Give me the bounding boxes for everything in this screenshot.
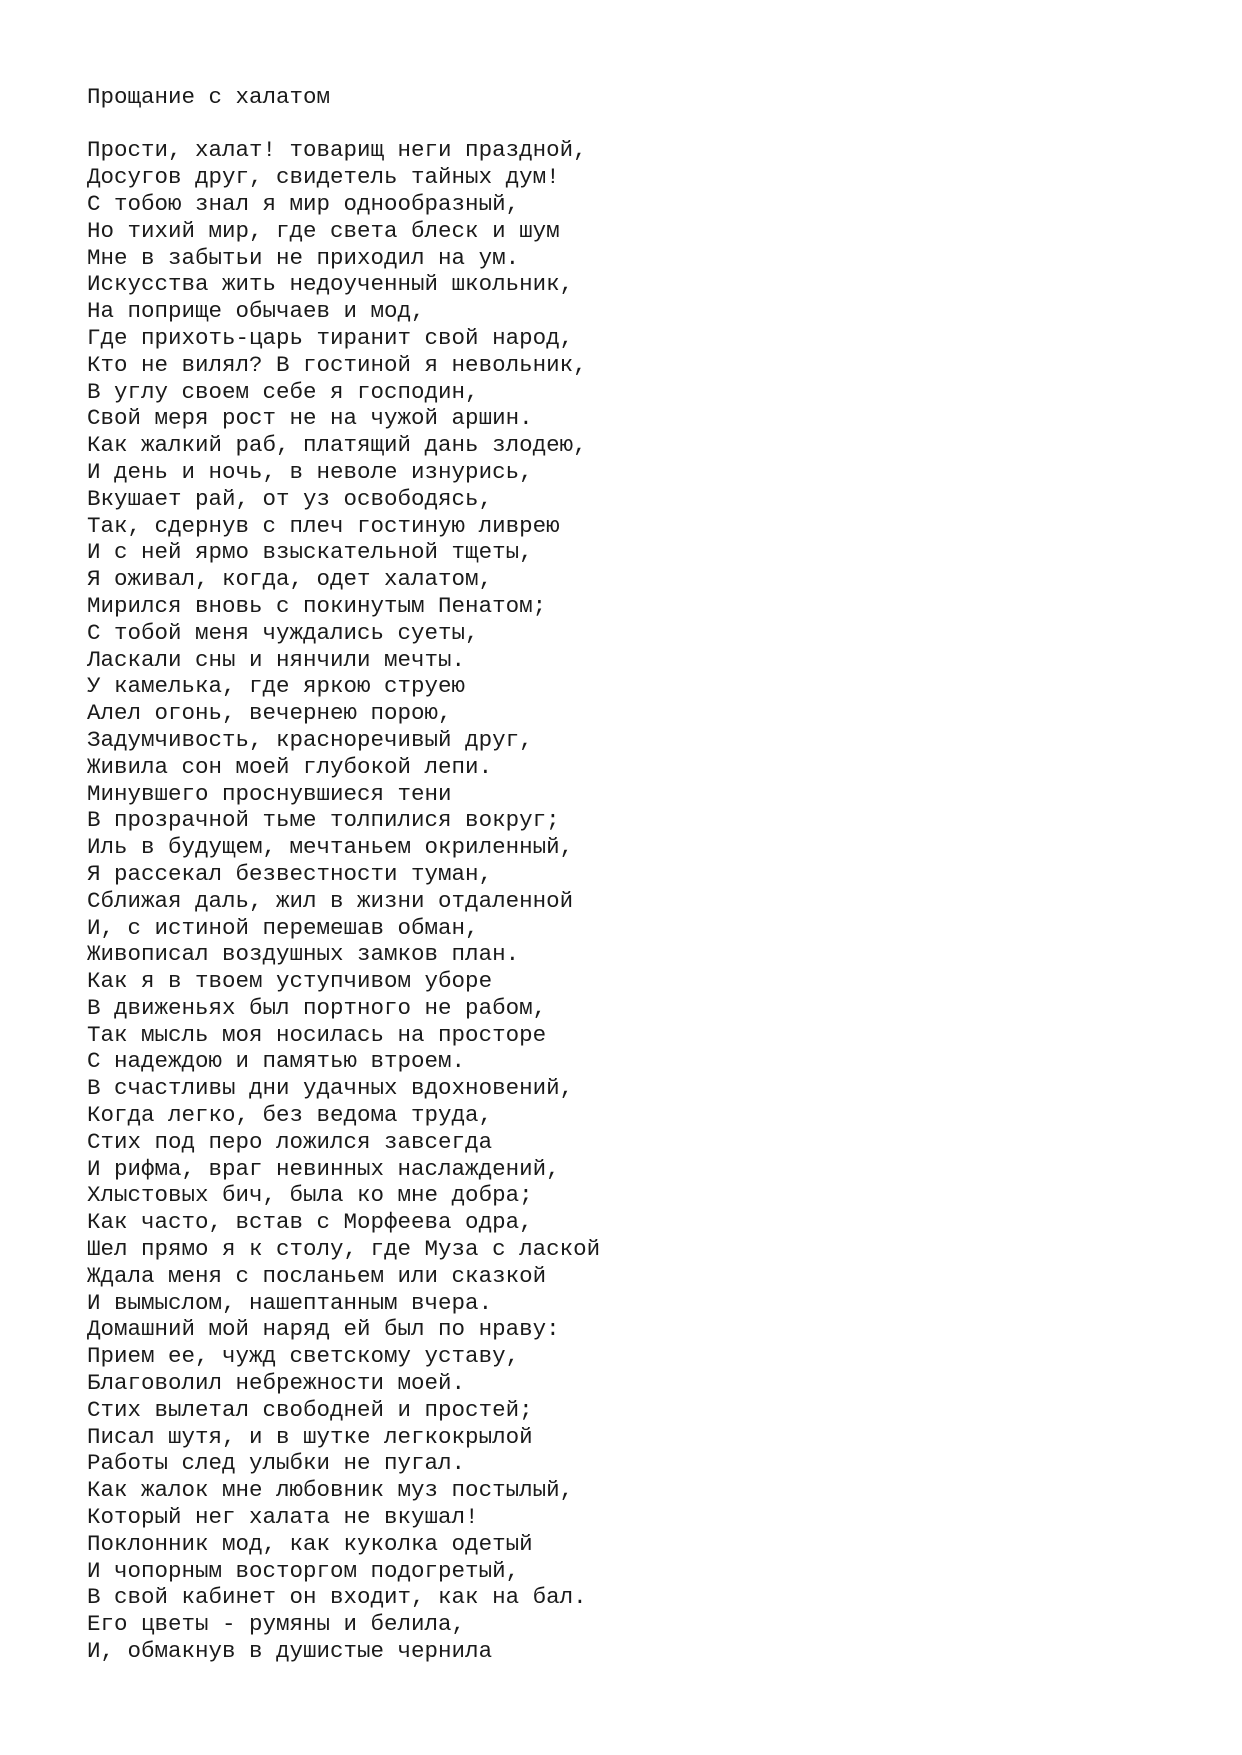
poem-line: Задумчивость, красноречивый друг, [87, 726, 533, 753]
poem-title: Прощание с халатом [87, 84, 331, 110]
poem-line: Свой меря рост не на чужой аршин. [87, 405, 533, 432]
poem-line: Но тихий мир, где света блеск и шум [87, 217, 560, 244]
poem-line: И день и ночь, в неволе изнурись, [87, 458, 533, 485]
poem-line: Как жалкий раб, платящий дань злодею, [87, 432, 587, 459]
poem-line: Живописал воздушных замков план. [87, 941, 520, 968]
poem-line: Писал шутя, и в шутке легкокрылой [87, 1423, 533, 1450]
poem-line: Мирился вновь с покинутым Пенатом; [87, 592, 547, 619]
poem-line: Стих под перо ложился завсегда [87, 1128, 493, 1155]
poem-line: С тобою знал я мир однообразный, [87, 190, 520, 217]
poem-line: Как я в твоем уступчивом уборе [87, 968, 493, 995]
poem-line: Прости, халат! товарищ неги праздной, [87, 137, 587, 164]
poem-line: Вкушает рай, от уз освободясь, [87, 485, 493, 512]
poem-line: Поклонник мод, как куколка одетый [87, 1530, 533, 1557]
poem-line: С надеждою и памятью втроем. [87, 1048, 466, 1075]
poem-line: Сближая даль, жил в жизни отдаленной [87, 887, 574, 914]
poem-line: В прозрачной тьме толпилися вокруг; [87, 807, 560, 834]
poem-line: Я рассекал безвестности туман, [87, 860, 493, 887]
poem-line: Прием ее, чужд светскому уставу, [87, 1343, 520, 1370]
poem-line: Который нег халата не вкушал! [87, 1504, 479, 1531]
poem-line: Работы след улыбки не пугал. [87, 1450, 466, 1477]
poem-line: И, обмакнув в душистые чернила [87, 1638, 493, 1665]
poem-line: Минувшего проснувшиеся тени [87, 780, 452, 807]
poem-line: В счастливы дни удачных вдохновений, [87, 1075, 574, 1102]
poem-line: Как жалок мне любовник муз постылый, [87, 1477, 574, 1504]
poem-line: Ласкали сны и нянчили мечты. [87, 646, 466, 673]
poem-line: Я оживал, когда, одет халатом, [87, 566, 493, 593]
poem-line: Так, сдернув с плеч гостиную ливрею [87, 512, 560, 539]
poem-line: В свой кабинет он входит, как на бал. [87, 1584, 587, 1611]
poem-line: Стих вылетал свободней и простей; [87, 1396, 533, 1423]
poem-line: Ждала меня с посланьем или сказкой [87, 1262, 547, 1289]
poem-line: С тобой меня чуждались суеты, [87, 619, 479, 646]
poem-line: Когда легко, без ведома труда, [87, 1102, 493, 1129]
poem-line: И вымыслом, нашептанным вчера. [87, 1289, 493, 1316]
poem-line: Искусства жить недоученный школьник, [87, 271, 574, 298]
poem-line: Хлыстовых бич, была ко мне добра; [87, 1182, 533, 1209]
poem-line: Благоволил небрежности моей. [87, 1370, 466, 1397]
poem-line: Живила сон моей глубокой лепи. [87, 753, 493, 780]
poem-line: И с ней ярмо взыскательной тщеты, [87, 539, 533, 566]
poem-line: В движеньях был портного не рабом, [87, 994, 547, 1021]
poem-line: На поприще обычаев и мод, [87, 298, 425, 325]
poem-line: Так мысль моя носилась на просторе [87, 1021, 547, 1048]
document-body [87, 84, 1207, 1665]
poem-line: Его цветы - румяны и белила, [87, 1611, 466, 1638]
poem-line: Кто не вилял? В гостиной я невольник, [87, 351, 587, 378]
poem-line: Досугов друг, свидетель тайных дум! [87, 164, 560, 191]
poem-line: Где прихоть-царь тиранит свой народ, [87, 324, 574, 351]
poem-line: Алел огонь, вечернею порою, [87, 700, 452, 727]
poem-line: Шел прямо я к столу, где Муза с лаской [87, 1236, 601, 1263]
poem-line: И, с истиной перемешав обман, [87, 914, 479, 941]
poem-text [87, 137, 1207, 1664]
poem-line: В углу своем себе я господин, [87, 378, 479, 405]
poem-line: Как часто, встав с Морфеева одра, [87, 1209, 533, 1236]
poem-line: Домашний мой наряд ей был по нраву: [87, 1316, 560, 1343]
poem-line: И чопорным восторгом подогретый, [87, 1557, 520, 1584]
poem-line: И рифма, враг невинных наслаждений, [87, 1155, 560, 1182]
poem-line: У камелька, где яркою струею [87, 673, 466, 700]
poem-line: Мне в забытьи не приходил на ум. [87, 244, 520, 271]
poem-line: Иль в будущем, мечтаньем окриленный, [87, 834, 574, 861]
